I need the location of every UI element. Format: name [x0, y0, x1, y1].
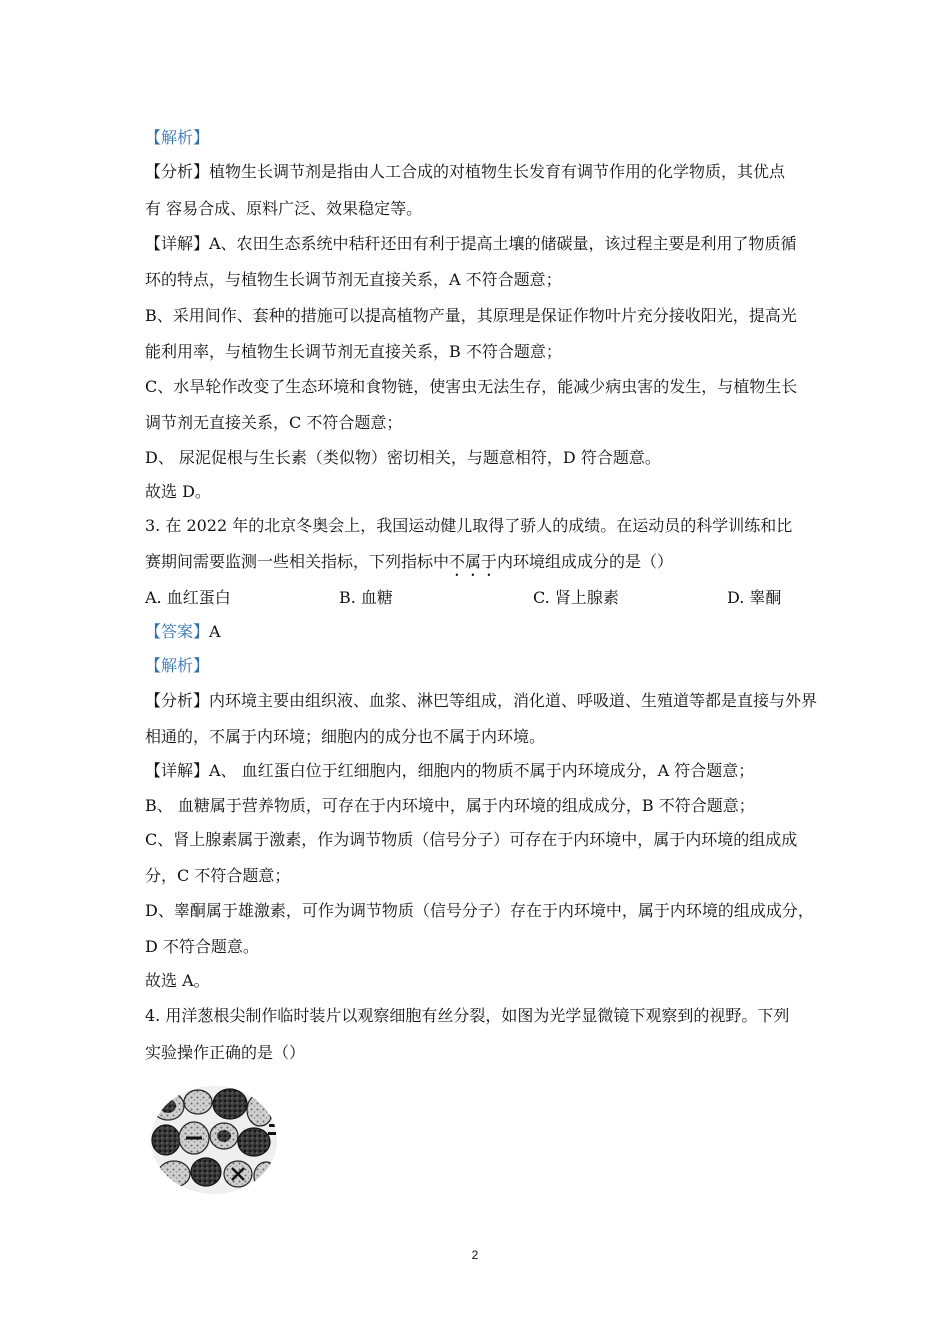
- q3-analysis-line1: 【分析】内环境主要由组织液、血浆、淋巴等组成，消化道、呼吸道、生殖道等都是直接与外界: [145, 691, 818, 710]
- q3-option-c: C. 肾上腺素: [533, 588, 619, 607]
- q3-answer: [145, 621, 221, 643]
- q3-conclusion: 故选 A。: [145, 971, 210, 990]
- q2-option-b-line2: 能利用率，与植物生长调节剂无直接关系，B 不符合题意；: [145, 342, 562, 361]
- answer-value: A: [209, 622, 221, 641]
- q3-stem-line2: [145, 551, 673, 580]
- q2-analysis-line2: 有 容易合成、原料广泛、效果稳定等。: [145, 199, 423, 218]
- q3-analysis-line2: 相通的，不属于内环境；细胞内的成分也不属于内环境。: [145, 727, 546, 746]
- q3-option-b-line: B、 血糖属于营养物质，可存在于内环境中，属于内环境的组成成分，B 不符合题意；: [145, 796, 755, 815]
- q3-detail-line: 【详解】A、 血红蛋白位于红细胞内，细胞内的物质不属于内环境成分，A 符合题意；: [145, 761, 755, 780]
- q2-option-c-line2: 调节剂无直接关系，C 不符合题意；: [145, 413, 403, 432]
- q2-option-d-line: D、 尿泥促根与生长素（类似物）密切相关，与题意相符，D 符合题意。: [145, 448, 661, 467]
- q4-stem-line1: 4. 用洋葱根尖制作临时装片以观察细胞有丝分裂，如图为光学显微镜下观察到的视野。下列: [145, 1006, 790, 1025]
- jiexi-label-q2: 【解析】: [145, 128, 210, 147]
- q2-detail-line2: 环的特点，与植物生长调节剂无直接关系，A 不符合题意；: [145, 270, 562, 289]
- q3-option-d-line2: D 不符合题意。: [145, 937, 259, 956]
- q3-option-b: B. 血糖: [339, 588, 393, 607]
- q3-stem-line1: 3. 在 2022 年的北京冬奥会上，我国运动健儿取得了骄人的成绩。在运动员的科学训练和比: [145, 516, 793, 535]
- q3-stem-line2-post: 内环境组成成分的是（）: [497, 552, 674, 571]
- answer-label: 【答案】: [145, 622, 210, 641]
- microscope-view-image: [148, 1084, 280, 1196]
- q3-option-d: D. 睾酮: [727, 588, 782, 607]
- q2-analysis-line1: 【分析】植物生长调节剂是指由人工合成的对植物生长发育有调节作用的化学物质，其优点: [145, 162, 786, 181]
- q2-conclusion: 故选 D。: [145, 482, 211, 501]
- q3-option-c-line2: 分，C 不符合题意；: [145, 866, 291, 885]
- page-number: 2: [471, 1248, 479, 1262]
- q3-stem-line2-pre: 赛期间需要监测一些相关指标，下列指标中: [145, 552, 450, 571]
- q3-option-d-line1: D、睾酮属于雄激素，可作为调节物质（信号分子）存在于内环境中，属于内环境的组成成分，: [145, 901, 814, 920]
- q3-option-a: A. 血红蛋白: [145, 588, 231, 607]
- q4-stem-line2: 实验操作正确的是（）: [145, 1043, 306, 1062]
- q3-emphasis-text: 不属于: [449, 552, 498, 571]
- q2-option-b-line1: B、采用间作、套种的措施可以提高植物产量，其原理是保证作物叶片充分接收阳光，提高光: [145, 306, 797, 325]
- jiexi-label-q3: 【解析】: [145, 656, 210, 675]
- q3-option-c-line1: C、肾上腺素属于激素，作为调节物质（信号分子）可存在于内环境中，属于内环境的组成成: [145, 830, 798, 849]
- q2-detail-line1: 【详解】A、农田生态系统中秸秆还田有利于提高土壤的储碳量，该过程主要是利用了物质循: [145, 234, 797, 253]
- q2-option-c-line1: C、水旱轮作改变了生态环境和食物链，使害虫无法生存，能减少病虫害的发生，与植物生长: [145, 377, 798, 396]
